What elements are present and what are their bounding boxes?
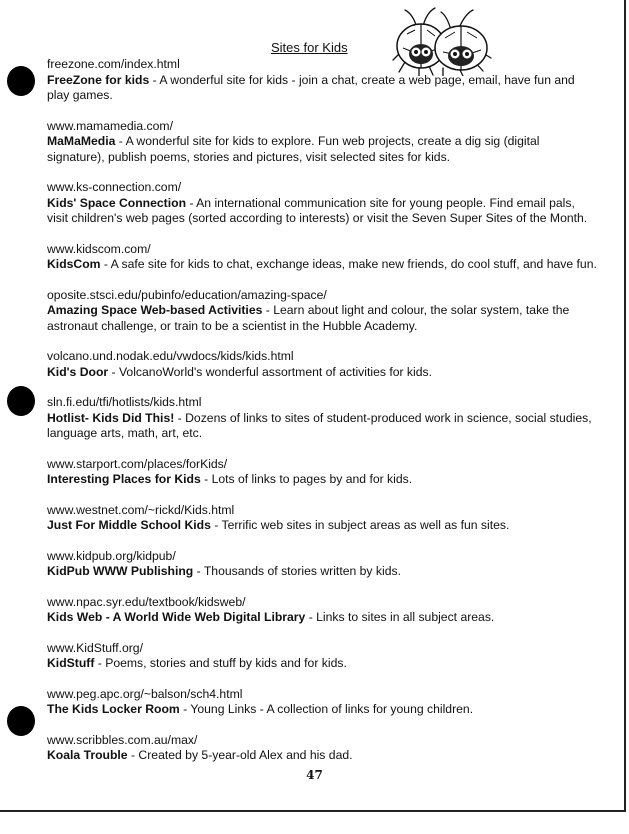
- punch-hole-icon: [7, 706, 35, 736]
- page-border-right: [624, 0, 626, 812]
- site-name: KidsCom: [47, 257, 101, 271]
- list-item: [47, 595, 597, 626]
- list-item: [47, 349, 597, 380]
- site-url: sln.fi.edu/tfi/hotlists/kids.html: [47, 395, 202, 409]
- site-url: www.KidStuff.org/: [47, 640, 143, 655]
- site-description: - Learn about light and colour, the solar system, take the astronaut challenge, or train to be a scientist in the Hubble Academy.: [47, 303, 570, 333]
- site-name: Just For Middle School Kids: [47, 518, 211, 532]
- site-description: - Young Links - A collection of links for young children.: [179, 702, 474, 716]
- list-item: [47, 457, 597, 488]
- site-name: KidPub WWW Publishing: [47, 564, 194, 578]
- site-url: volcano.und.nodak.edu/vwdocs/kids/kids.html: [47, 349, 294, 363]
- site-name: KidStuff: [47, 656, 95, 670]
- site-url: www.ks-connection.com/: [47, 180, 182, 194]
- site-name: Kid's Door: [47, 364, 109, 379]
- list-item: [47, 733, 597, 764]
- site-name: FreeZone for kids: [47, 72, 150, 87]
- site-url: www.starport.com/places/forKids/: [47, 456, 228, 471]
- site-description: - A safe site for kids to chat, exchange ideas, make new friends, do cool stuff, and have fun.: [100, 257, 597, 271]
- site-description: - Poems, stories and stuff by kids and for kids.: [94, 656, 347, 670]
- list-item: [47, 395, 597, 442]
- list-item: [47, 119, 597, 166]
- site-name: Interesting Places for Kids: [47, 472, 201, 486]
- site-url: www.scribbles.com.au/max/: [47, 732, 198, 747]
- site-url: www.kidpub.org/kidpub/: [47, 548, 176, 563]
- site-url: www.npac.syr.edu/textbook/kidsweb/: [47, 594, 246, 609]
- site-name: MaMaMedia: [47, 134, 116, 148]
- site-name: Amazing Space Web-based Activities: [47, 303, 263, 317]
- site-name: Kids Web - A World Wide Web Digital Library: [47, 610, 306, 624]
- list-item: [47, 288, 597, 335]
- list-item: [47, 503, 597, 534]
- punch-hole-icon: [7, 66, 35, 96]
- list-item: [47, 242, 597, 273]
- site-url: oposite.stsci.edu/pubinfo/education/amazing-space/: [47, 287, 327, 302]
- site-url: www.peg.apc.org/~balson/sch4.html: [47, 686, 243, 701]
- list-item: [47, 641, 597, 672]
- site-description: - Links to sites in all subject areas.: [305, 610, 495, 624]
- site-name: Kids' Space Connection: [47, 195, 187, 210]
- list-item: [47, 687, 597, 718]
- list-item: [47, 549, 597, 580]
- site-name: Koala Trouble: [47, 748, 128, 762]
- page-number: 47: [306, 768, 323, 782]
- site-name: Hotlist- Kids Did This!: [47, 410, 175, 425]
- site-description: - A wonderful site for kids to explore. Fun web projects, create a dig sig (digital signature), publish poems, stories and pictures, visit selected sites for kids.: [47, 134, 540, 164]
- site-description: - VolcanoWorld's wonderful assortment of activities for kids.: [108, 364, 432, 379]
- punch-hole-icon: [7, 386, 35, 416]
- site-description: - Dozens of links to sites of student-produced work in science, social studies, language arts, math, art, etc.: [47, 410, 592, 440]
- site-description: - Terrific web sites in subject areas as well as fun sites.: [210, 518, 510, 532]
- site-description: - Lots of links to pages by and for kids.: [200, 472, 413, 486]
- site-url: freezone.com/index.html: [47, 57, 180, 71]
- site-url: www.mamamedia.com/: [47, 118, 173, 133]
- list-item: [47, 57, 597, 104]
- list-item: [47, 180, 597, 227]
- page-border-bottom: [0, 810, 626, 812]
- page-title: Sites for Kids: [271, 40, 348, 55]
- site-url: www.kidscom.com/: [47, 241, 151, 256]
- site-description: - Created by 5-year-old Alex and his dad.: [127, 748, 353, 762]
- site-name: The Kids Locker Room: [47, 702, 180, 716]
- site-description: - Thousands of stories written by kids.: [193, 564, 401, 578]
- site-description: - An international communication site for young people. Find email pals, visit children's web pages (sorted according to interests) or visit the Seven Super Sites of the Month.: [47, 195, 588, 225]
- site-description: - A wonderful site for kids - join a chat, create a web page, email, have fun and play games.: [47, 72, 575, 102]
- site-list: [47, 57, 597, 779]
- site-url: www.westnet.com/~rickd/Kids.html: [47, 502, 235, 517]
